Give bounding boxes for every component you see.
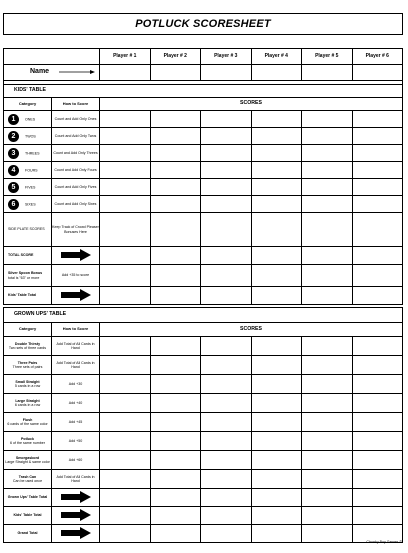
score-cell[interactable] (251, 451, 302, 470)
score-cell[interactable] (251, 489, 302, 507)
score-cell[interactable] (352, 247, 403, 265)
score-cell[interactable] (100, 432, 151, 451)
number-badge: 3 (8, 148, 19, 159)
score-cell[interactable] (251, 525, 302, 543)
number-badge: 4 (8, 165, 19, 176)
side-plate-cell[interactable] (302, 213, 353, 247)
kids-row (4, 179, 403, 196)
kids-total-label: Kids' Table Total (4, 507, 52, 525)
player-name-field[interactable] (352, 65, 403, 81)
grownups-row (4, 337, 403, 356)
grownups-category (4, 375, 52, 394)
grownups-row (4, 375, 403, 394)
grand-total-label: Grand Total (4, 525, 52, 543)
score-cell[interactable] (100, 451, 151, 470)
score-cell[interactable] (201, 111, 252, 128)
arrow-cell (52, 507, 100, 525)
score-cell[interactable] (302, 128, 353, 145)
side-plate-row (4, 213, 403, 247)
kids-category (4, 162, 52, 179)
score-cell[interactable] (251, 265, 302, 287)
score-cell[interactable] (150, 128, 201, 145)
page-title: POTLUCK SCORESHEET (135, 18, 271, 30)
score-cell[interactable] (100, 247, 151, 265)
score-cell[interactable] (352, 451, 403, 470)
score-cell[interactable] (201, 470, 252, 489)
category-sub: Can be used once (12, 479, 43, 483)
score-cell[interactable] (302, 179, 353, 196)
score-cell[interactable] (201, 375, 252, 394)
category-sub: Three sets of pairs (12, 365, 43, 369)
how-to-score: Add Total of All Cards in Hand (52, 337, 100, 356)
score-cell[interactable] (201, 287, 252, 305)
how-to-score: Count and Add Only Sixes (52, 196, 100, 213)
silver-spoon-how: Add +35 to score (52, 265, 100, 287)
category-label: Double Thirsty (14, 341, 41, 346)
score-cell[interactable] (100, 111, 151, 128)
score-cell[interactable] (201, 265, 252, 287)
score-cell[interactable] (352, 287, 403, 305)
score-cell[interactable] (150, 470, 201, 489)
score-cell[interactable] (352, 375, 403, 394)
how-to-score: Add +50 (52, 432, 100, 451)
score-cell[interactable] (100, 375, 151, 394)
score-cell[interactable] (150, 196, 201, 213)
score-cell[interactable] (251, 413, 302, 432)
score-cell[interactable] (302, 162, 353, 179)
score-cell[interactable] (150, 111, 201, 128)
score-cell[interactable] (302, 287, 353, 305)
right-arrow-icon (61, 527, 91, 539)
score-cell[interactable] (201, 337, 252, 356)
how-to-score: Add +30 (52, 375, 100, 394)
side-plate-cell[interactable] (352, 213, 403, 247)
col-scores: SCORES (100, 323, 403, 337)
score-cell[interactable] (100, 196, 151, 213)
kids-row (4, 111, 403, 128)
score-cell[interactable] (201, 145, 252, 162)
score-cell[interactable] (201, 451, 252, 470)
player-header: Player # 6 (352, 49, 403, 65)
score-cell[interactable] (100, 287, 151, 305)
score-cell[interactable] (150, 162, 201, 179)
score-cell[interactable] (352, 356, 403, 375)
category-label: Small Straight (15, 379, 40, 384)
score-cell[interactable] (251, 337, 302, 356)
score-cell[interactable] (352, 111, 403, 128)
score-cell[interactable] (100, 413, 151, 432)
side-plate-cell[interactable] (251, 213, 302, 247)
score-cell[interactable] (352, 394, 403, 413)
grownups-table (3, 307, 403, 543)
how-to-score: Count and Add Only Threes (52, 145, 100, 162)
score-cell[interactable] (201, 162, 252, 179)
score-cell[interactable] (201, 394, 252, 413)
score-cell[interactable] (302, 111, 353, 128)
score-cell[interactable] (100, 179, 151, 196)
score-cell[interactable] (150, 413, 201, 432)
score-cell[interactable] (352, 432, 403, 451)
footer-credit: Chunky Boy Games © (366, 540, 402, 544)
score-cell[interactable] (100, 356, 151, 375)
category-sub: Large Straight & same color (5, 460, 50, 464)
player-header: Player # 3 (201, 49, 252, 65)
how-to-score: Add +45 (52, 413, 100, 432)
kids-table (3, 48, 403, 305)
score-cell[interactable] (150, 356, 201, 375)
score-cell[interactable] (302, 145, 353, 162)
right-arrow-icon (61, 289, 91, 301)
score-cell[interactable] (302, 489, 353, 507)
blank-header (4, 49, 100, 65)
score-cell[interactable] (201, 489, 252, 507)
score-cell[interactable] (201, 356, 252, 375)
score-cell[interactable] (100, 489, 151, 507)
player-name-field[interactable] (100, 65, 151, 81)
col-category: Category (4, 323, 52, 337)
total-score-arrow-cell (52, 247, 100, 265)
silver-spoon-label: Silver Spoon Bonus (8, 271, 43, 276)
how-to-score: Add +40 (52, 394, 100, 413)
score-cell[interactable] (302, 413, 353, 432)
kids-category (4, 179, 52, 196)
category-label: FIVES (25, 184, 36, 189)
grownups-category (4, 451, 52, 470)
category-label: Large Straight (15, 398, 40, 403)
score-cell[interactable] (100, 394, 151, 413)
kids-section-title: KIDS' TABLE (4, 85, 403, 98)
score-cell[interactable] (100, 470, 151, 489)
score-cell[interactable] (150, 525, 201, 543)
category-label: ONES (25, 116, 36, 121)
score-cell[interactable] (251, 247, 302, 265)
score-cell[interactable] (150, 287, 201, 305)
score-cell[interactable] (302, 375, 353, 394)
player-header: Player # 5 (302, 49, 353, 65)
kids-category (4, 111, 52, 128)
kids-category (4, 145, 52, 162)
score-cell[interactable] (352, 128, 403, 145)
how-to-score: Count and Add Only Twos (52, 128, 100, 145)
score-cell[interactable] (201, 196, 252, 213)
col-how: How to Score (52, 323, 100, 337)
score-cell[interactable] (251, 196, 302, 213)
score-cell[interactable] (302, 394, 353, 413)
col-category: Category (4, 98, 52, 111)
kids-row (4, 162, 403, 179)
score-cell[interactable] (150, 337, 201, 356)
score-cell[interactable] (302, 470, 353, 489)
score-cell[interactable] (302, 337, 353, 356)
grownups-row (4, 356, 403, 375)
kids-category (4, 196, 52, 213)
how-to-score: Add Total of All Cards in Hand (52, 470, 100, 489)
score-cell[interactable] (100, 128, 151, 145)
player-name-field[interactable] (251, 65, 302, 81)
score-cell[interactable] (302, 247, 353, 265)
kids-row (4, 128, 403, 145)
player-name-field[interactable] (302, 65, 353, 81)
player-header: Player # 2 (150, 49, 201, 65)
name-label-cell (4, 65, 100, 81)
score-cell[interactable] (150, 247, 201, 265)
score-cell[interactable] (201, 432, 252, 451)
score-cell[interactable] (302, 196, 353, 213)
kids-total-arrow-cell (52, 287, 100, 305)
category-label: FOURS (25, 167, 38, 172)
category-label: Smorgasbord (15, 455, 40, 460)
category-label: TWOS (25, 133, 36, 138)
score-cell[interactable] (352, 507, 403, 525)
score-cell[interactable] (150, 145, 201, 162)
score-cell[interactable] (150, 489, 201, 507)
title-box (3, 13, 403, 35)
kids-row (4, 196, 403, 213)
how-to-score: Add +60 (52, 451, 100, 470)
score-cell[interactable] (302, 525, 353, 543)
category-sub: 5 cards in a row (14, 384, 41, 388)
number-badge: 1 (8, 114, 19, 125)
score-cell[interactable] (352, 179, 403, 196)
side-plate-cell[interactable] (201, 213, 252, 247)
score-cell[interactable] (100, 162, 151, 179)
score-cell[interactable] (302, 432, 353, 451)
player-name-field[interactable] (150, 65, 201, 81)
player-header-row (4, 49, 403, 65)
score-cell[interactable] (251, 507, 302, 525)
grownups-row (4, 394, 403, 413)
category-label: THREES (25, 150, 40, 155)
grownups-category (4, 356, 52, 375)
category-sub: 6 of the same number (10, 441, 45, 445)
score-cell[interactable] (352, 413, 403, 432)
score-cell[interactable] (352, 265, 403, 287)
side-plate-label: SIDE PLATE SCORES (4, 213, 52, 247)
how-to-score: Count and Add Only Ones (52, 111, 100, 128)
grownups-category (4, 337, 52, 356)
grownups-row (4, 451, 403, 470)
name-arrow-icon (59, 69, 95, 75)
kids-total-label: Kids' Table Total (4, 287, 52, 305)
silver-spoon-sub: total is "63" or more (8, 275, 40, 280)
score-cell[interactable] (201, 179, 252, 196)
number-badge: 2 (8, 131, 19, 142)
category-sub: 6 cards in a row (14, 403, 41, 407)
category-label: Trash Can (18, 474, 37, 479)
score-cell[interactable] (251, 375, 302, 394)
score-cell[interactable] (150, 394, 201, 413)
score-cell[interactable] (100, 525, 151, 543)
grownups-category (4, 394, 52, 413)
score-cell[interactable] (100, 337, 151, 356)
score-cell[interactable] (201, 507, 252, 525)
score-cell[interactable] (251, 162, 302, 179)
grownups-category (4, 432, 52, 451)
score-cell[interactable] (201, 247, 252, 265)
player-header: Player # 4 (251, 49, 302, 65)
category-label: SIXES (25, 201, 36, 206)
grownups-section-title: GROWN UPS' TABLE (4, 308, 403, 323)
score-cell[interactable] (201, 413, 252, 432)
score-cell[interactable] (251, 356, 302, 375)
right-arrow-icon (61, 249, 91, 261)
score-cell[interactable] (201, 525, 252, 543)
grownups-category (4, 413, 52, 432)
total-score-label: TOTAL SCORE (4, 247, 52, 265)
score-cell[interactable] (100, 265, 151, 287)
side-plate-how: Keep Track of Crowd Pleaser Bonuses Here (52, 213, 100, 247)
category-label: Three Pairs (17, 360, 38, 365)
score-cell[interactable] (302, 356, 353, 375)
score-cell[interactable] (150, 507, 201, 525)
score-cell[interactable] (201, 128, 252, 145)
grownups-row (4, 413, 403, 432)
grownups-row (4, 470, 403, 489)
score-cell[interactable] (302, 507, 353, 525)
player-header: Player # 1 (100, 49, 151, 65)
score-cell[interactable] (352, 489, 403, 507)
number-badge: 6 (8, 199, 19, 210)
score-cell[interactable] (150, 375, 201, 394)
silver-spoon-cell (4, 265, 52, 287)
category-label: Flush (22, 417, 33, 422)
name-label: Name (30, 68, 50, 76)
right-arrow-icon (61, 509, 91, 521)
side-plate-cell[interactable] (100, 213, 151, 247)
arrow-cell (52, 489, 100, 507)
col-scores: SCORES (100, 98, 403, 111)
score-cell[interactable] (251, 128, 302, 145)
right-arrow-icon (61, 491, 91, 503)
score-cell[interactable] (150, 451, 201, 470)
side-plate-cell[interactable] (150, 213, 201, 247)
kids-row (4, 145, 403, 162)
how-to-score: Add Total of All Cards in Hand (52, 356, 100, 375)
category-sub: Two sets of three cards (8, 346, 47, 350)
score-cell[interactable] (150, 432, 201, 451)
score-cell[interactable] (251, 111, 302, 128)
score-cell[interactable] (352, 196, 403, 213)
grownups-category (4, 470, 52, 489)
score-cell[interactable] (251, 179, 302, 196)
score-cell[interactable] (150, 265, 201, 287)
grownups-row (4, 432, 403, 451)
category-label: Potluck (21, 436, 34, 441)
name-row (4, 65, 403, 81)
score-cell[interactable] (352, 470, 403, 489)
grownups-total-label: Grown Ups' Table Total (4, 489, 52, 507)
score-cell[interactable] (100, 145, 151, 162)
score-cell[interactable] (302, 265, 353, 287)
arrow-cell (52, 525, 100, 543)
score-cell[interactable] (302, 451, 353, 470)
player-name-field[interactable] (201, 65, 252, 81)
kids-category (4, 128, 52, 145)
score-cell[interactable] (100, 507, 151, 525)
score-cell[interactable] (251, 287, 302, 305)
score-cell[interactable] (251, 432, 302, 451)
col-how: How to Score (52, 98, 100, 111)
number-badge: 5 (8, 182, 19, 193)
score-cell[interactable] (352, 162, 403, 179)
score-cell[interactable] (251, 470, 302, 489)
score-cell[interactable] (352, 145, 403, 162)
score-cell[interactable] (150, 179, 201, 196)
how-to-score: Count and Add Only Fives (52, 179, 100, 196)
category-sub: 6 cards of the same color (7, 422, 48, 426)
score-cell[interactable] (352, 337, 403, 356)
score-cell[interactable] (251, 145, 302, 162)
how-to-score: Count and Add Only Fours (52, 162, 100, 179)
score-cell[interactable] (251, 394, 302, 413)
